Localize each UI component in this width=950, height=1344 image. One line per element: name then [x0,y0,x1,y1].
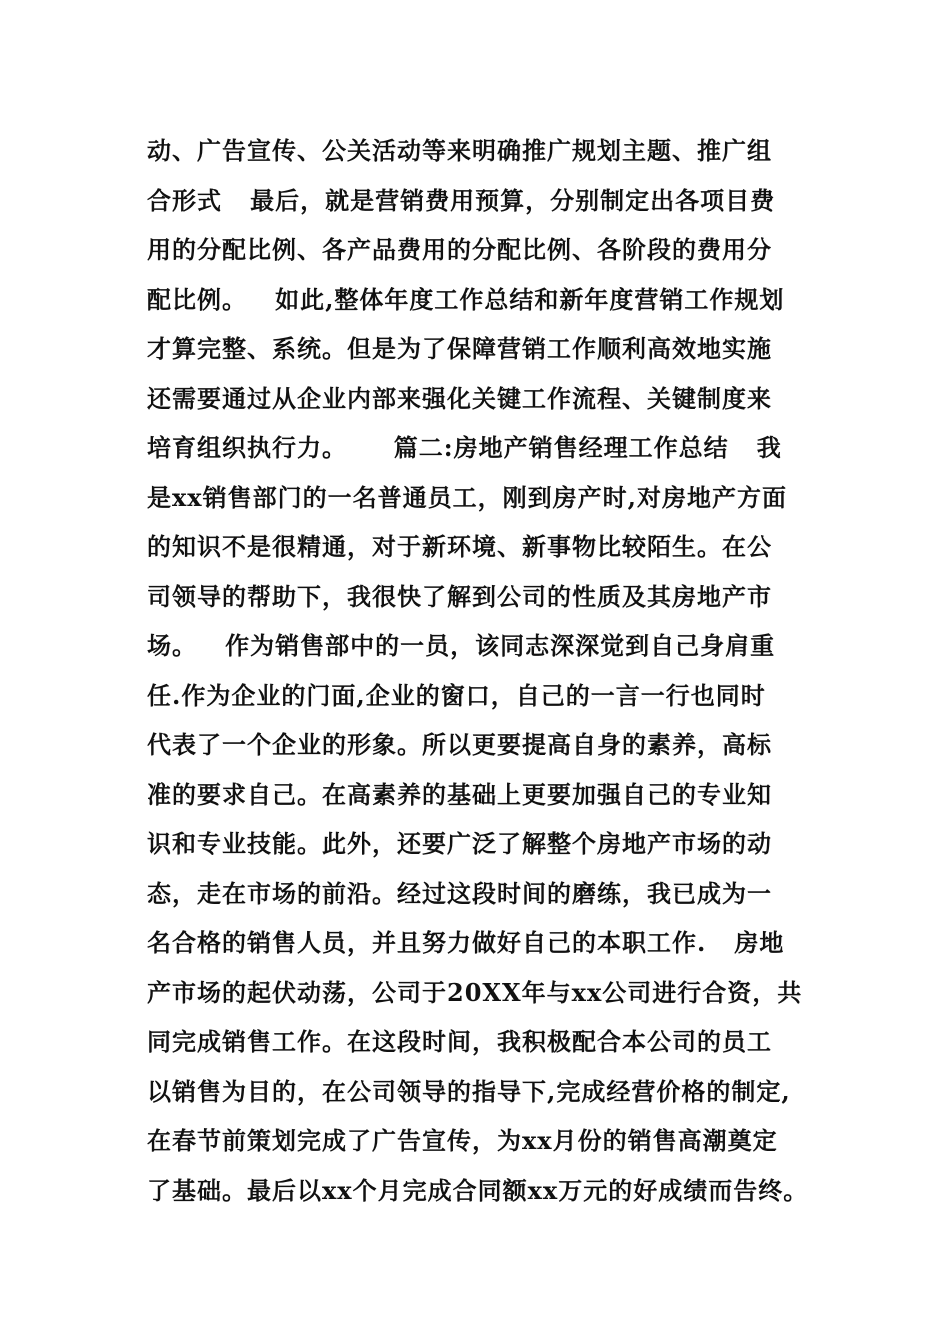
text-line: 是xx销售部门的一名普通员工，刚到房产时,对房地产方面 [147,482,787,512]
text-line: 准的要求自己。在高素养的基础上更要加强自己的专业知 [147,779,772,809]
text-line: 才算完整、系统。但是为了保障营销工作顺利高效地实施 [147,334,772,363]
text-line: 识和专业技能。此外，还要广泛了解整个房地产市场的动 [147,829,772,858]
text-line: 动、广告宣传、公关活动等来明确推广规划主题、推广组 [147,136,772,165]
body-text [147,126,847,1215]
text-line: 名合格的销售人员，并且努力做好自己的本职工作. 房地 [147,928,785,957]
text-line: 产市场的起伏动荡，公司于20XX年与xx公司进行合资，共 [147,977,803,1007]
text-line: 代表了一个企业的形象。所以更要提高自身的素养，高标 [147,730,772,759]
text-line: 司领导的帮助下，我很快了解到公司的性质及其房地产市 [147,581,772,611]
text-line: 用的分配比例、各产品费用的分配比例、各阶段的费用分 [147,235,772,264]
text-line: 还需要通过从企业内部来强化关键工作流程、关键制度来 [147,383,772,413]
text-line: 任.作为企业的门面,企业的窗口，自己的一言一行也同时 [147,680,766,710]
text-line: 培育组织执行力。 篇二:房地产销售经理工作总结 我 [147,433,782,462]
text-line: 以销售为目的，在公司领导的指导下,完成经营价格的制定, [147,1076,791,1106]
text-line: 合形式 最后，就是营销费用预算，分别制定出各项目费 [147,185,776,215]
text-line: 态，走在市场的前沿。经过这段时间的磨练，我已成为一 [147,878,772,908]
text-line: 的知识不是很精通，对于新环境、新事物比较陌生。在公 [147,532,772,561]
text-line: 场。 作为销售部中的一员，该同志深深觉到自己身肩重 [147,631,776,660]
text-line: 了基础。最后以xx个月完成合同额xx万元的好成绩而告终。 [147,1175,809,1205]
text-line: 在春节前策划完成了广告宣传，为xx月份的销售高潮奠定 [147,1126,778,1155]
text-line: 同完成销售工作。在这段时间，我积极配合本公司的员工 [147,1027,772,1056]
text-line: 配比例。 如此,整体年度工作总结和新年度营销工作规划 [147,284,785,314]
